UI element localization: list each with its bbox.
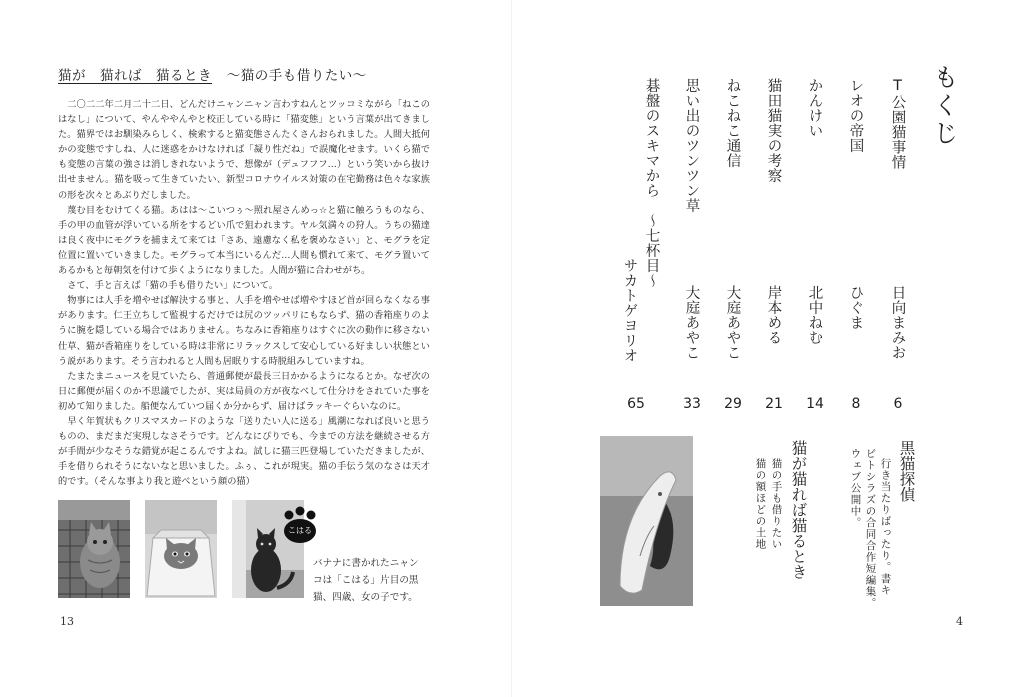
extra-line: ビトシラズの合同合作短編集。 bbox=[864, 448, 877, 609]
toc-entry-page: 29 bbox=[724, 396, 742, 412]
page-number-right: 4 bbox=[956, 615, 963, 628]
toc-entry-author: 北中ねむ bbox=[806, 285, 823, 345]
essay-title bbox=[58, 64, 367, 84]
toc-entry-author: サカトゲヨリオ bbox=[621, 258, 638, 363]
toc-entry-title: T公園猫事情 bbox=[889, 78, 906, 170]
essay-title-main: 猫が 猫れば 猫るとき bbox=[58, 68, 212, 84]
toc-heading: もくじ bbox=[930, 64, 959, 148]
toc-entry-title: レオの帝国 bbox=[847, 78, 864, 153]
essay-paragraph: 二〇二二年二月二十二日、どんだけニャンニャン言わすねんとツッコミながら「ねこのはなし」について、やんややんやと校正している時に「猫変態」という言葉が出てきました。猫界ではお馴染みらしく、検索すると猫変態さんたくさんおられました。人間大抵何かの変態ですしね、人に迷惑をかけなければ「凝り性だね」で誤魔化せます。いくら猫でも変態の言葉の強さは消しきれないようで、想像が（デュフフフ…）という笑いから抜け出せません。猫を吸って生きていたい、新型コロナウイルス対策の在宅勤務は色々な家族の形を次々とあぶりだしました。 bbox=[58, 99, 430, 201]
toc-entry-author: 大庭あやこ bbox=[683, 285, 700, 360]
extra-title-nekoga: 猫が猫れば猫るとき bbox=[789, 440, 808, 580]
toc-entry-author: 日向まみお bbox=[889, 285, 906, 360]
extra-line: 猫の額ほどの土地 bbox=[754, 458, 767, 550]
essay-paragraph: 蔑む目をむけてくる猫。あはは〜こいつぅ〜照れ屋さんめっ☆と猫に触ろうものなら、手の甲の血管が浮いている所をするどい爪で狙われます。ヤル気満々の狩人。うちの猫達は良く夜中にモグラを捕まえて来ては「さあ、遠慮なく私を褒めなさい」と、モグラを定位置に置いていきました。モグラって本当にいるんだ…人間も慣れて来て、モグラ置いてあるかもと毎朝気を付けて歩くようになりました。人間が猫に合わせがち。 bbox=[58, 204, 430, 277]
right-page bbox=[512, 0, 1024, 697]
extra-line: ウェブ公開中。 bbox=[849, 448, 862, 529]
photo-caption: バナナに書かれたニャンコは「こはる」片目の黒猫、四歳、女の子です。 bbox=[313, 558, 419, 603]
toc-entry-page: 65 bbox=[627, 396, 645, 412]
essay-title-sub: 〜猫の手も借りたい〜 bbox=[226, 68, 367, 84]
cat-plush-photo bbox=[600, 436, 693, 606]
toc-entry-title: 碁盤のスキマから 〜七杯目〜 bbox=[643, 78, 660, 288]
toc-entry-author: ひぐま bbox=[847, 285, 864, 330]
cat-photo-box bbox=[145, 500, 217, 598]
essay-body bbox=[58, 97, 430, 489]
page-number-left: 13 bbox=[60, 615, 74, 628]
toc-entry-author: 大庭あやこ bbox=[724, 285, 741, 360]
extra-title-kuroneko: 黒猫探偵 bbox=[897, 440, 916, 502]
essay-paragraph: 早く年賀状もクリスマスカードのような「送りたい人に送る」風潮になれば良いと思うものの、まだまだ実現しなさそうです。どんなにぴりでも、今までの方法を継続させる方が手間が少なそうな錯覚が起こるんですよね。試しに猫三匹登場していただきましたが、手を借りられそうにないなと思いました。ふぅ、これが現実。猫の手伝う気のなさは天才的です。（そんな事より我と遊べという顔の猫） bbox=[58, 415, 430, 488]
cat-photo-tiles bbox=[58, 500, 130, 598]
paw-badge-label: こはる bbox=[288, 526, 312, 535]
toc-entry-page: 8 bbox=[851, 396, 861, 412]
toc-entry-author: 岸本める bbox=[765, 285, 782, 345]
extra-line: 猫の手も借りたい bbox=[770, 458, 783, 550]
toc-entry-title: 思い出のツンツン草 bbox=[683, 78, 700, 213]
toc-entry-title: かんけい bbox=[806, 78, 823, 138]
extra-line: 行き当たりばったり。書キ bbox=[879, 458, 892, 596]
toc-entry-title: 猫田猫実の考察 bbox=[765, 78, 782, 183]
toc-entry-page: 6 bbox=[893, 396, 903, 412]
essay-paragraph: さて、手と言えば「猫の手も借りたい」について。 bbox=[67, 280, 278, 292]
toc-entry-page: 14 bbox=[806, 396, 824, 412]
toc-entry-page: 33 bbox=[683, 396, 701, 412]
essay-paragraph: 物事には人手を増やせば解決する事と、人手を増やせば増やすほど首が回らなくなる事があります。仁王立ちして監視するだけでは尻のツッパリにもならず、猫の香箱座りのように腕を隠している場合ではありません。ちなみに香箱座りはすぐに次の動作に移さない仕草、猫が香箱座りをしている時は非常にリラックスして安心している好ましい状態という説があります。そう言われると人間も居眠りする時脱組みしていますね。 bbox=[58, 295, 430, 367]
essay-paragraph: たまたまニュースを見ていたら、普通郵便が最長三日かかるようになるとか。なぜ次の日に郵便が届くのか不思議でしたが、実は局員の方が夜なべして仕分けをされていた事を初めて知りました。船便なんていつ届くか分からず、届けばラッキーぐらいなのに。 bbox=[58, 370, 430, 412]
toc-entry-page: 21 bbox=[765, 396, 783, 412]
toc-entry-title: ねこねこ通信 bbox=[724, 78, 741, 168]
